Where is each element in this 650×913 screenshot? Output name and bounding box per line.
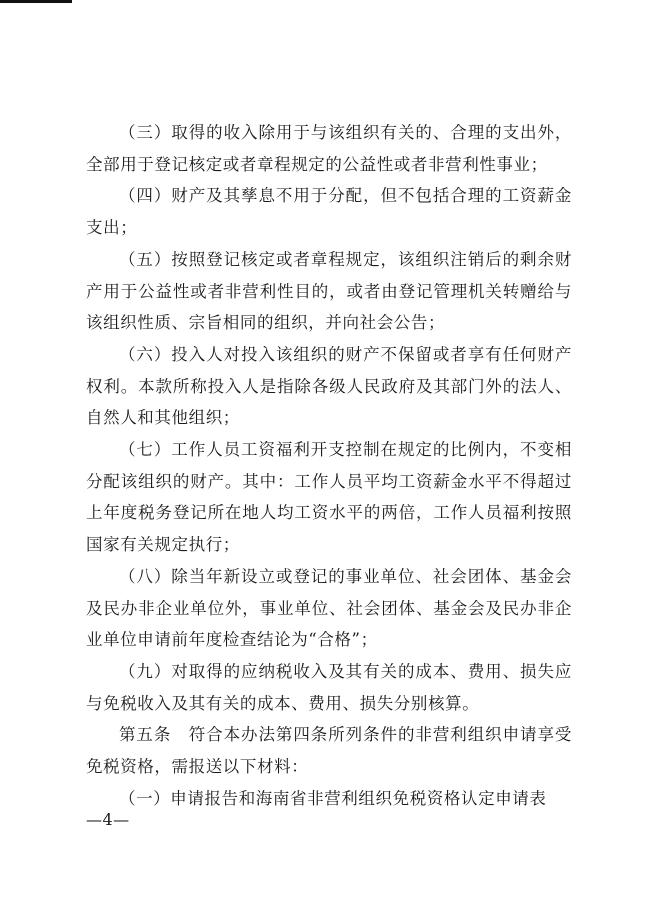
paragraph-item-8: （八）除当年新设立或登记的事业单位、社会团体、基金会及民办非企业单位外，事业单位、社会团体、基金会及民办非企业单位申请前年度检查结论为“合格”；	[86, 566, 572, 650]
article-five-heading: 第五条 符合本办法第四条所列条件的非营利组织申请享受免税资格，需报送以下材料：	[86, 725, 572, 777]
top-edge-rule	[0, 0, 72, 3]
paragraph-item-3: （三）取得的收入除用于与该组织有关的、合理的支出外，全部用于登记核定或者章程规定的公益性或者非营利性事业；	[86, 123, 572, 174]
document-body	[86, 117, 572, 814]
page-number: —4—	[86, 810, 130, 829]
paragraph-item-9: （九）对取得的应纳税收入及其有关的成本、费用、损失应与免税收入及其有关的成本、费用、损失分别核算。	[86, 661, 572, 713]
paragraph-materials-1: （一）申请报告和海南省非营利组织免税资格认定申请表	[119, 788, 547, 808]
paragraph-item-5: （五）按照登记核定或者章程规定，该组织注销后的剩余财产用于公益性或者非营利性目的，或者由登记管理机关转赠给与该组织性质、宗旨相同的组织，并向社会公告；	[86, 249, 572, 333]
paragraph-item-4: （四）财产及其孳息不用于分配，但不包括合理的工资薪金支出；	[86, 186, 572, 238]
paragraph-item-7: （七）工作人员工资福利开支控制在规定的比例内，不变相分配该组织的财产。其中：工作人员平均工资薪金水平不得超过上年度税务登记所在地人均工资水平的两倍，工作人员福利按照国家有关规定执行；	[86, 440, 572, 555]
paragraph-item-6: （六）投入人对投入该组织的财产不保留或者享有任何财产权利。本款所称投入人是指除各级人民政府及其部门外的法人、自然人和其他组织；	[86, 344, 572, 428]
